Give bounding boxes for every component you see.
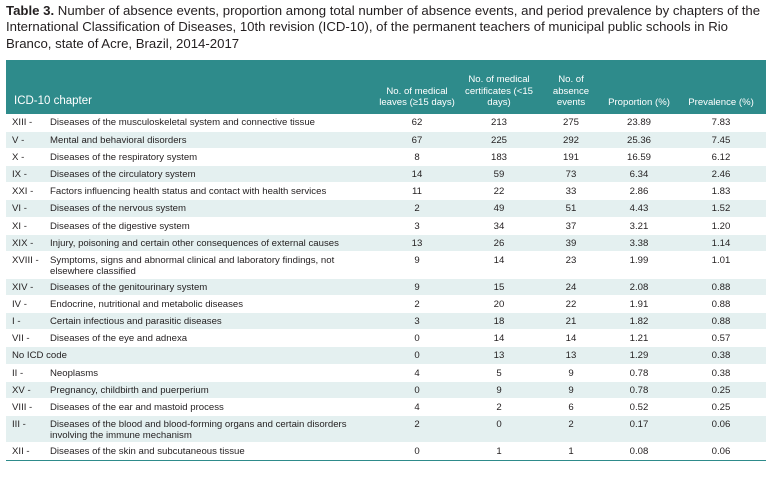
cell-certificates: 14 xyxy=(458,330,540,347)
header-medical-certificates: No. of medical certificates (<15 days) xyxy=(458,60,540,114)
cell-leaves: 14 xyxy=(376,166,458,183)
cell-events: 6 xyxy=(540,398,602,415)
table-row xyxy=(6,131,766,148)
cell-prevalence: 6.12 xyxy=(676,148,766,165)
data-table-container xyxy=(6,60,766,460)
cell-certificates: 9 xyxy=(458,381,540,398)
header-icd-chapter: ICD-10 chapter xyxy=(6,60,376,114)
table-row xyxy=(6,234,766,251)
cell-leaves: 62 xyxy=(376,114,458,131)
cell-events: 1 xyxy=(540,442,602,459)
cell-chapter-description: Endocrine, nutritional and metabolic diseases xyxy=(50,295,376,312)
cell-proportion: 0.08 xyxy=(602,442,676,459)
cell-proportion: 1.82 xyxy=(602,312,676,329)
cell-events: 22 xyxy=(540,295,602,312)
table-row xyxy=(6,278,766,295)
cell-proportion: 23.89 xyxy=(602,114,676,131)
absence-events-table xyxy=(6,60,766,460)
cell-proportion: 25.36 xyxy=(602,131,676,148)
cell-chapter-description: Diseases of the ear and mastoid process xyxy=(50,398,376,415)
cell-proportion: 4.43 xyxy=(602,200,676,217)
cell-chapter-code: XIII - xyxy=(6,114,50,131)
cell-certificates: 26 xyxy=(458,234,540,251)
cell-leaves: 0 xyxy=(376,330,458,347)
cell-prevalence: 0.88 xyxy=(676,295,766,312)
cell-events: 14 xyxy=(540,330,602,347)
caption-text: Number of absence events, proportion among total number of absence events, and period prevalence by chapters of the International Classification of Diseases, 10th revision (ICD-10), of the permanent teachers of municipal public schools in Rio Branco, state of Acre, Brazil, 2014-2017 xyxy=(6,3,761,51)
cell-leaves: 0 xyxy=(376,381,458,398)
cell-chapter-description: Diseases of the musculoskeletal system and connective tissue xyxy=(50,114,376,131)
cell-chapter-code: IV - xyxy=(6,295,50,312)
cell-events: 39 xyxy=(540,234,602,251)
cell-proportion: 0.52 xyxy=(602,398,676,415)
table-row xyxy=(6,416,766,443)
cell-events: 2 xyxy=(540,416,602,443)
cell-chapter-code: VI - xyxy=(6,200,50,217)
cell-leaves: 9 xyxy=(376,252,458,279)
header-proportion: Proportion (%) xyxy=(602,60,676,114)
cell-prevalence: 0.38 xyxy=(676,364,766,381)
table-row xyxy=(6,442,766,459)
cell-leaves: 2 xyxy=(376,200,458,217)
cell-events: 37 xyxy=(540,217,602,234)
cell-leaves: 2 xyxy=(376,295,458,312)
table-row xyxy=(6,183,766,200)
cell-chapter-description: Certain infectious and parasitic diseases xyxy=(50,312,376,329)
cell-certificates: 213 xyxy=(458,114,540,131)
cell-prevalence: 1.20 xyxy=(676,217,766,234)
cell-leaves: 3 xyxy=(376,217,458,234)
cell-prevalence: 2.46 xyxy=(676,166,766,183)
cell-events: 9 xyxy=(540,381,602,398)
cell-chapter-description: Diseases of the skin and subcutaneous tissue xyxy=(50,442,376,459)
cell-proportion: 6.34 xyxy=(602,166,676,183)
cell-proportion: 3.21 xyxy=(602,217,676,234)
cell-prevalence: 0.06 xyxy=(676,442,766,459)
cell-prevalence: 0.88 xyxy=(676,312,766,329)
cell-chapter-code: IX - xyxy=(6,166,50,183)
cell-proportion: 16.59 xyxy=(602,148,676,165)
cell-leaves: 0 xyxy=(376,442,458,459)
table-row xyxy=(6,148,766,165)
cell-certificates: 59 xyxy=(458,166,540,183)
cell-leaves: 4 xyxy=(376,364,458,381)
cell-leaves: 3 xyxy=(376,312,458,329)
cell-certificates: 13 xyxy=(458,347,540,364)
cell-proportion: 3.38 xyxy=(602,234,676,251)
cell-events: 9 xyxy=(540,364,602,381)
cell-chapter-description: Factors influencing health status and contact with health services xyxy=(50,183,376,200)
cell-chapter-description: Mental and behavioral disorders xyxy=(50,131,376,148)
cell-certificates: 20 xyxy=(458,295,540,312)
cell-certificates: 18 xyxy=(458,312,540,329)
table-row xyxy=(6,330,766,347)
cell-certificates: 49 xyxy=(458,200,540,217)
cell-prevalence: 0.25 xyxy=(676,381,766,398)
cell-chapter-description: Symptoms, signs and abnormal clinical and laboratory findings, not elsewhere classified xyxy=(50,252,376,279)
cell-events: 21 xyxy=(540,312,602,329)
cell-chapter-description: Diseases of the respiratory system xyxy=(50,148,376,165)
table-row xyxy=(6,364,766,381)
cell-prevalence: 7.83 xyxy=(676,114,766,131)
cell-chapter-code: XV - xyxy=(6,381,50,398)
table-row xyxy=(6,398,766,415)
cell-prevalence: 0.38 xyxy=(676,347,766,364)
cell-certificates: 14 xyxy=(458,252,540,279)
cell-events: 275 xyxy=(540,114,602,131)
cell-certificates: 34 xyxy=(458,217,540,234)
cell-chapter-description: Diseases of the nervous system xyxy=(50,200,376,217)
cell-chapter-code: XIX - xyxy=(6,234,50,251)
table-row xyxy=(6,347,766,364)
cell-leaves: 0 xyxy=(376,347,458,364)
table-row xyxy=(6,166,766,183)
cell-prevalence: 1.14 xyxy=(676,234,766,251)
header-prevalence: Prevalence (%) xyxy=(676,60,766,114)
cell-chapter-code: I - xyxy=(6,312,50,329)
table-row xyxy=(6,295,766,312)
cell-certificates: 2 xyxy=(458,398,540,415)
cell-events: 23 xyxy=(540,252,602,279)
table-caption xyxy=(6,3,766,52)
cell-chapter-description: Pregnancy, childbirth and puerperium xyxy=(50,381,376,398)
cell-events: 33 xyxy=(540,183,602,200)
header-absence-events: No. of absence events xyxy=(540,60,602,114)
cell-prevalence: 1.83 xyxy=(676,183,766,200)
cell-proportion: 2.86 xyxy=(602,183,676,200)
cell-leaves: 9 xyxy=(376,278,458,295)
cell-certificates: 5 xyxy=(458,364,540,381)
cell-events: 13 xyxy=(540,347,602,364)
cell-events: 191 xyxy=(540,148,602,165)
table-row xyxy=(6,217,766,234)
cell-leaves: 4 xyxy=(376,398,458,415)
cell-events: 51 xyxy=(540,200,602,217)
cell-proportion: 0.78 xyxy=(602,364,676,381)
cell-leaves: 8 xyxy=(376,148,458,165)
cell-proportion: 1.29 xyxy=(602,347,676,364)
table-row xyxy=(6,200,766,217)
cell-events: 73 xyxy=(540,166,602,183)
cell-proportion: 2.08 xyxy=(602,278,676,295)
cell-chapter-description: Diseases of the circulatory system xyxy=(50,166,376,183)
cell-chapter-code: VII - xyxy=(6,330,50,347)
table-header xyxy=(6,60,766,114)
cell-chapter-description: Diseases of the genitourinary system xyxy=(50,278,376,295)
cell-leaves: 67 xyxy=(376,131,458,148)
cell-chapter-description: Diseases of the eye and adnexa xyxy=(50,330,376,347)
table-row xyxy=(6,312,766,329)
table-bottom-rule xyxy=(6,460,766,461)
cell-chapter-code: XXI - xyxy=(6,183,50,200)
cell-prevalence: 0.57 xyxy=(676,330,766,347)
table-row xyxy=(6,252,766,279)
cell-proportion: 0.78 xyxy=(602,381,676,398)
cell-chapter-code: XIV - xyxy=(6,278,50,295)
cell-chapter-description: Neoplasms xyxy=(50,364,376,381)
cell-chapter-code: XI - xyxy=(6,217,50,234)
cell-events: 292 xyxy=(540,131,602,148)
cell-certificates: 183 xyxy=(458,148,540,165)
cell-proportion: 1.21 xyxy=(602,330,676,347)
cell-chapter-code: No ICD code xyxy=(6,347,376,364)
cell-prevalence: 1.01 xyxy=(676,252,766,279)
cell-proportion: 1.91 xyxy=(602,295,676,312)
cell-chapter-code: III - xyxy=(6,416,50,443)
cell-prevalence: 0.25 xyxy=(676,398,766,415)
table-row xyxy=(6,114,766,131)
cell-certificates: 22 xyxy=(458,183,540,200)
cell-chapter-code: XVIII - xyxy=(6,252,50,279)
cell-chapter-code: X - xyxy=(6,148,50,165)
cell-chapter-code: VIII - xyxy=(6,398,50,415)
cell-prevalence: 1.52 xyxy=(676,200,766,217)
cell-certificates: 0 xyxy=(458,416,540,443)
cell-chapter-description: Diseases of the digestive system xyxy=(50,217,376,234)
cell-chapter-code: XII - xyxy=(6,442,50,459)
cell-leaves: 2 xyxy=(376,416,458,443)
cell-leaves: 11 xyxy=(376,183,458,200)
cell-proportion: 1.99 xyxy=(602,252,676,279)
table-body xyxy=(6,114,766,459)
cell-leaves: 13 xyxy=(376,234,458,251)
cell-chapter-code: II - xyxy=(6,364,50,381)
cell-certificates: 225 xyxy=(458,131,540,148)
cell-prevalence: 0.88 xyxy=(676,278,766,295)
cell-prevalence: 0.06 xyxy=(676,416,766,443)
header-medical-leaves: No. of medical leaves (≥15 days) xyxy=(376,60,458,114)
cell-certificates: 1 xyxy=(458,442,540,459)
caption-label: Table 3. xyxy=(6,3,55,18)
cell-proportion: 0.17 xyxy=(602,416,676,443)
cell-events: 24 xyxy=(540,278,602,295)
cell-certificates: 15 xyxy=(458,278,540,295)
cell-chapter-description: Injury, poisoning and certain other consequences of external causes xyxy=(50,234,376,251)
cell-prevalence: 7.45 xyxy=(676,131,766,148)
cell-chapter-code: V - xyxy=(6,131,50,148)
table-row xyxy=(6,381,766,398)
cell-chapter-description: Diseases of the blood and blood-forming organs and certain disorders involving the immune mechanism xyxy=(50,416,376,443)
